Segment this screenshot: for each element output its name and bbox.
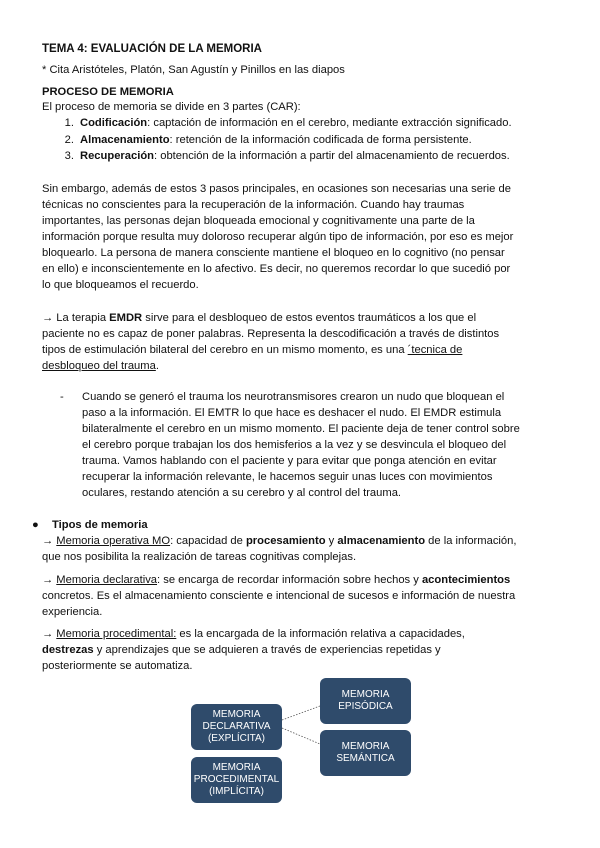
underlined-text: ´tecnica de [407, 344, 463, 356]
box-line: DECLARATIVA [202, 721, 271, 732]
text-span: y [325, 535, 338, 547]
box-line: MEMORIA [212, 762, 261, 773]
box-line: PROCEDIMENTAL [193, 774, 280, 785]
connector-line [282, 728, 320, 744]
text-span: : capacidad de [170, 535, 246, 547]
paragraph-line [42, 642, 558, 658]
paragraph-line: que nos posibilita la realización de tareas cognitivas complejas. [42, 551, 357, 563]
arrow-icon: → [42, 574, 57, 586]
connector-line [282, 706, 320, 720]
paragraph-line: información porque resulta muy doloroso recuperar algún tipo de información, por eso es mejor [42, 231, 514, 243]
paragraph-line [42, 358, 558, 374]
list-text: : obtención de la información a partir del almacenamiento de recuerdos. [154, 150, 510, 162]
text-span: sirve para el desbloqueo de estos eventos traumáticos a los que el [142, 312, 477, 324]
page-title: TEMA 4: EVALUACIÓN DE LA MEMORIA [42, 43, 262, 55]
paragraph-emdr [42, 310, 558, 374]
paragraph-line: en ello) e inconscientemente en lo afectivo. Es decir, no queremos recordar lo que sucedió por [42, 263, 511, 275]
arrow-icon: → [42, 535, 57, 547]
heading-text: Tipos de memoria [52, 519, 148, 531]
paragraph-line: concretos. Es el almacenamiento consciente e intencional de sucesos e información de nuestra [42, 590, 516, 602]
bullet-icon: ● [32, 519, 39, 531]
bold-term: destrezas [42, 644, 94, 656]
dash-list-item [60, 389, 552, 501]
paragraph-traumas [42, 181, 558, 293]
paragraph-line: bloquearlo. La persona de manera consciente mantiene el bloqueo en lo cognitivo (no pensar [42, 247, 505, 259]
paragraph-line: trauma. Vamos hablando con el paciente y para evitar que ponga atención en evitar [82, 455, 497, 467]
paragraph-line: paso a la información. El EMTR lo que hace es deshacer el nudo. El EMDR estimula [82, 407, 502, 419]
list-item [64, 148, 560, 165]
memoria-declarativa [42, 572, 558, 620]
box-line: MEMORIA [341, 689, 390, 700]
box-line: EPISÓDICA [338, 701, 393, 712]
subtitle-note: * Cita Aristóteles, Platón, San Agustín y Pinillos en las diapos [42, 64, 345, 76]
list-text: : captación de información en el cerebro, mediante extracción significado. [147, 117, 512, 129]
paragraph-line: Sin embargo, además de estos 3 pasos principales, en ocasiones son necesarias una serie de [42, 183, 511, 195]
text-span: de la información, [425, 535, 517, 547]
paragraph-line: recuperar la información relevante, le hacemos seguir unas luces con movimientos [82, 471, 493, 483]
paragraph-line: importantes, las personas dejan bloqueada emocional y cognitivamente una parte de la [42, 215, 475, 227]
text-span: y aprendizajes que se adquieren a través de experiencias repetidas y [93, 644, 441, 656]
list-text: : retención de la información codificada de forma persistente. [169, 133, 472, 146]
paragraph-line: el cerebro porque trabajan los dos hemisferios a la vez y se desvincula el bloqueo del [82, 439, 507, 451]
underlined-text: desbloqueo del trauma [42, 360, 156, 372]
bold-term: almacenamiento [337, 535, 426, 547]
bold-term: acontecimientos [421, 574, 511, 586]
bold-term: procesamiento [245, 535, 326, 547]
paragraph-line: Cuando se generó el trauma los neurotransmisores crearon un nudo que bloquean el [82, 391, 505, 403]
box-memoria-semantica [320, 730, 411, 776]
box-line: MEMORIA [212, 709, 261, 720]
list-number: 2. [64, 133, 74, 146]
box-line: (EXPLÍCITA) [207, 733, 266, 744]
underlined-term: Memoria operativa MO [56, 535, 171, 547]
intro-text: El proceso de memoria se divide en 3 partes (CAR): [42, 101, 301, 113]
paragraph-line: lo que bloqueamos el recuerdo. [42, 279, 199, 291]
tipos-heading [32, 517, 148, 533]
box-memoria-declarativa [191, 704, 282, 750]
list-item [64, 115, 560, 132]
memoria-procedimental [42, 626, 558, 674]
paragraph-line [42, 626, 558, 642]
text-span: tipos de estimulación bilateral del cerebro en un mismo momento, es una [42, 344, 408, 356]
paragraph-line: bilateralmente el cerebro en un mismo momento. El paciente deja de tener control sobre [82, 423, 520, 435]
paragraph-line [42, 533, 558, 549]
box-line: MEMORIA [341, 741, 390, 752]
box-memoria-episodica [320, 678, 411, 724]
car-list [42, 115, 560, 165]
paragraph-line: técnicas no conscientes para la recuperación de la información. Cuando hay traumas [42, 199, 465, 211]
paragraph-line [42, 310, 558, 326]
dash-marker: - [60, 391, 64, 403]
box-line: (IMPLÍCITA) [209, 786, 264, 797]
list-term: Almacenamiento [80, 133, 170, 146]
paragraph-line [42, 572, 558, 588]
emdr-term: EMDR [109, 312, 143, 324]
list-term: Codificación [80, 117, 148, 129]
paragraph-line: paciente no es capaz de poner palabras. Representa la descodificación a través de distintos [42, 328, 500, 340]
text-span: es la encargada de la información relativa a capacidades, [176, 628, 465, 640]
underlined-term: Memoria declarativa [56, 574, 158, 586]
paragraph-line: oculares, restando atención a su cerebro y al control del trauma. [82, 487, 402, 499]
underlined-term: Memoria procedimental: [56, 628, 177, 640]
paragraph-line: posteriormente se automatiza. [42, 660, 193, 672]
memoria-operativa [42, 533, 558, 565]
list-number: 3. [64, 150, 74, 162]
list-number: 1. [64, 117, 74, 129]
box-line: SEMÁNTICA [336, 753, 395, 764]
section-title: PROCESO DE MEMORIA [42, 86, 174, 98]
paragraph-line [42, 342, 558, 358]
box-memoria-procedimental [191, 757, 282, 803]
arrow-icon: → [42, 628, 57, 640]
text-span: : se encarga de recordar información sobre hechos y [157, 574, 422, 586]
paragraph-line: experiencia. [42, 606, 103, 618]
list-item [64, 132, 560, 149]
text-span: → La terapia [42, 312, 110, 324]
list-term: Recuperación [80, 150, 154, 162]
text-span: . [155, 360, 159, 372]
